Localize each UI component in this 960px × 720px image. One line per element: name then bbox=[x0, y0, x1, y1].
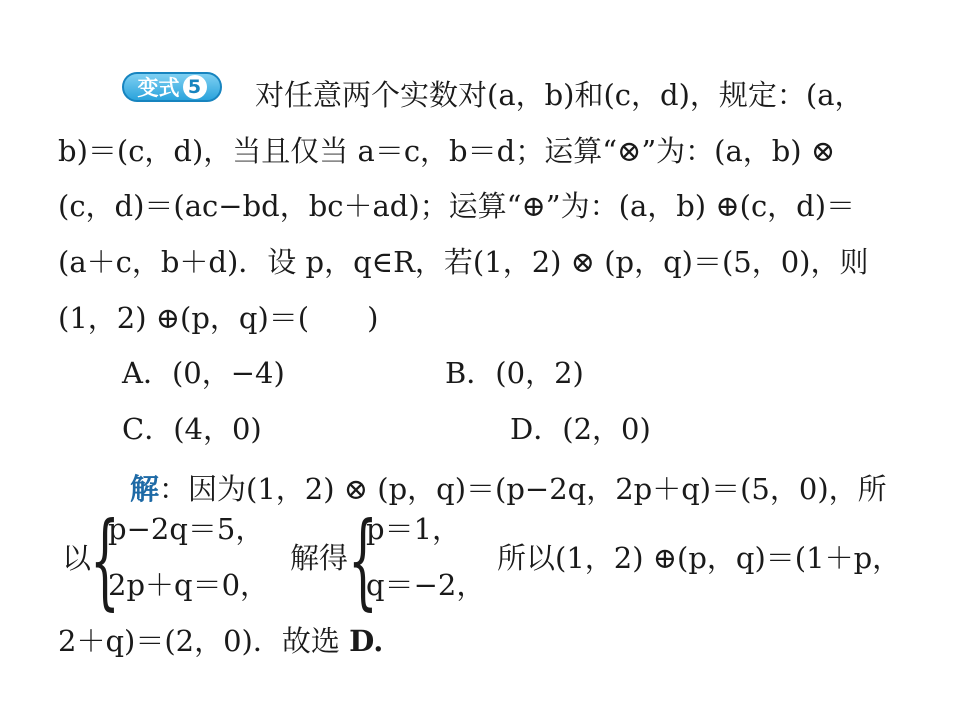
solution-tail: 所以(1，2) ⊕(p，q)＝(1＋p， bbox=[497, 541, 902, 575]
solution-label: 解 bbox=[130, 472, 160, 506]
system-1-eq-1: p−2q＝5， bbox=[108, 512, 265, 546]
problem-line-1: 对任意两个实数对(a，b)和(c，d)，规定：(a， bbox=[255, 78, 864, 112]
system-2-eq-1: p＝1， bbox=[366, 512, 462, 546]
problem-line-4: (a＋c，b＋d)．设 p，q∈R，若(1，2) ⊗ (p，q)＝(5，0)，则 bbox=[58, 245, 869, 279]
problem-line-2: b)＝(c，d)，当且仅当 a＝c，b＝d；运算“⊗”为：(a，b) ⊗ bbox=[58, 134, 836, 168]
solution-prefix: 以 bbox=[62, 541, 92, 575]
variant-badge bbox=[122, 72, 222, 102]
solution-text-1: ：因为(1，2) ⊗ (p，q)＝(p−2q，2p＋q)＝(5，0)，所 bbox=[159, 472, 887, 506]
problem-line-3: (c，d)＝(ac−bd，bc＋ad)；运算“⊕”为：(a，b) ⊕(c，d)＝ bbox=[58, 189, 856, 223]
solution-answer: D. bbox=[349, 624, 384, 658]
solution-last-text: 2＋q)＝(2，0)．故选 bbox=[58, 624, 340, 658]
system-brace-2: { bbox=[348, 499, 378, 621]
solve-text: 解得 bbox=[290, 541, 349, 575]
badge-number: 5 bbox=[183, 75, 207, 99]
option-d: D．(2，0) bbox=[510, 412, 651, 446]
solution-last-line bbox=[58, 624, 383, 658]
solution-line-1 bbox=[130, 472, 887, 506]
system-1-eq-2: 2p＋q＝0， bbox=[108, 568, 270, 602]
problem-line-5: (1，2) ⊕(p，q)＝( ) bbox=[58, 301, 379, 335]
system-2-eq-2: q＝−2， bbox=[366, 568, 486, 602]
system-brace-1: { bbox=[90, 499, 120, 621]
option-c: C．(4，0) bbox=[122, 412, 262, 446]
option-b: B．(0，2) bbox=[445, 356, 584, 390]
option-a: A．(0，−4) bbox=[122, 356, 285, 390]
badge-label: 变式 bbox=[137, 76, 180, 100]
